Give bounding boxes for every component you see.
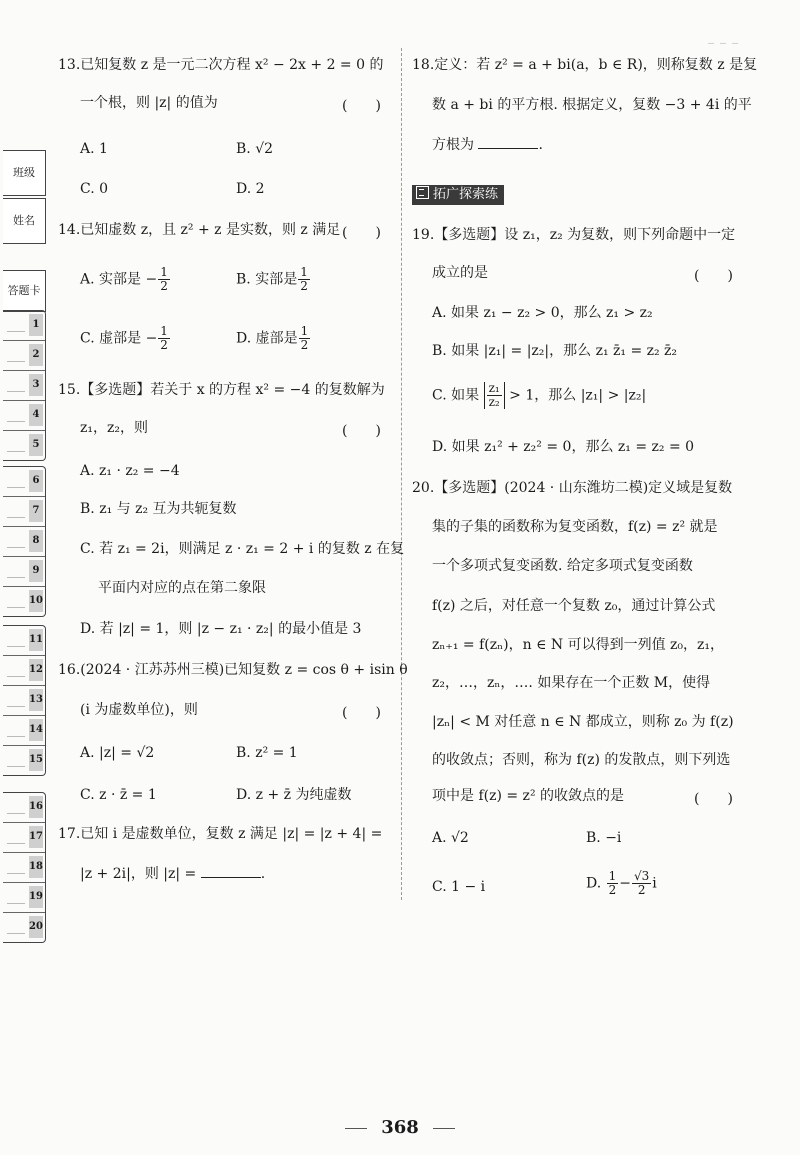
answer-number: 3 <box>29 374 43 396</box>
q16-stem-line1: 16.(2024 · 江苏苏州三模)已知复数 z = cos θ + isin θ <box>58 662 408 678</box>
q20-answer-paren[interactable]: ( ) <box>694 791 733 807</box>
column-divider <box>401 48 402 900</box>
answer-number: 6 <box>29 470 43 492</box>
frac-numerator: 1 <box>160 324 168 338</box>
name-label-text: 姓名 <box>13 214 35 227</box>
q18-answer-blank[interactable] <box>478 136 538 149</box>
answer-number: 5 <box>29 434 43 456</box>
q14-stem-line1: 14.已知虚数 z，且 z² + z 是实数，则 z 满足 <box>58 222 341 238</box>
book-icon <box>416 186 429 199</box>
answer-number: 16 <box>29 796 43 818</box>
frac-denominator: 2 <box>160 279 168 293</box>
q19-stem-line2: 成立的是 <box>432 265 488 281</box>
q18-stem-line3-text: 方根为 <box>432 137 474 153</box>
q14-option-c-text: C. 虚部是 − <box>80 330 158 347</box>
frac-numerator: 1 <box>300 324 309 338</box>
fraction-one-half <box>158 325 170 352</box>
frac-numerator: 1 <box>608 869 617 883</box>
q15-option-c-line1[interactable]: C. 若 z₁ = 2i，则满足 z · z₁ = 2 + i 的复数 z 在复 <box>80 541 405 557</box>
corner-scan-mark: — — — <box>708 38 739 49</box>
q16-option-a[interactable]: A. |z| = √2 <box>80 745 155 761</box>
answer-cell[interactable] <box>3 912 45 942</box>
q18-stem-line1: 18.定义：若 z² = a + bi(a，b ∈ R)，则称复数 z 是复 <box>412 57 758 73</box>
q20-stem-line5: zₙ₊₁ = f(zₙ)，n ∈ N 可以得到一列值 z₀，z₁， <box>432 637 725 653</box>
q20-option-d-prefix: D. <box>586 875 602 892</box>
answer-number: 14 <box>29 719 43 741</box>
frac-denominator: 2 <box>637 883 646 897</box>
answer-cell[interactable] <box>3 685 45 715</box>
q18-stem-line2: 数 a + bi 的平方根. 根据定义，复数 −3 + 4i 的平 <box>432 97 752 113</box>
answer-card-title-text: 答题卡 <box>7 284 41 297</box>
frac-denominator: 2 <box>608 883 617 897</box>
q17-period: . <box>260 866 266 882</box>
q19-option-c[interactable] <box>432 382 646 409</box>
answer-group-11-15 <box>3 625 46 776</box>
q15-answer-paren[interactable]: ( ) <box>342 423 381 439</box>
frac-numerator: 1 <box>300 265 308 279</box>
answer-cell[interactable] <box>3 626 45 655</box>
page-number-text: 368 <box>381 1117 419 1138</box>
answer-number: 2 <box>29 344 43 366</box>
q15-option-d[interactable]: D. 若 |z| = 1，则 |z − z₁ · z₂| 的最小值是 3 <box>80 621 362 637</box>
q20-stem-line1: 20.【多选题】(2024 · 山东潍坊二模)定义域是复数 <box>412 480 733 496</box>
fraction-one-half <box>299 325 311 352</box>
q16-option-d[interactable]: D. z + z̄ 为纯虚数 <box>236 787 352 803</box>
answer-number: 18 <box>29 856 43 878</box>
answer-cell[interactable] <box>3 526 45 556</box>
frac-numerator: 1 <box>160 265 168 279</box>
q14-option-b[interactable] <box>236 266 311 293</box>
fraction-one-half <box>607 870 619 897</box>
q19-stem-line1: 19.【多选题】设 z₁，z₂ 为复数，则下列命题中一定 <box>412 227 736 243</box>
q13-option-a[interactable]: A. 1 <box>80 141 108 157</box>
answer-cell[interactable] <box>3 745 45 775</box>
q20-option-c[interactable]: C. 1 − i <box>432 879 486 895</box>
frac-denominator: 2 <box>300 279 308 293</box>
q15-option-c-line2: 平面内对应的点在第二象限 <box>98 580 266 596</box>
q13-stem-line2: 一个根，则 |z| 的值为 <box>80 95 218 111</box>
answer-cell[interactable] <box>3 556 45 586</box>
q20-option-b[interactable]: B. −i <box>586 830 622 846</box>
q19-option-a[interactable]: A. 如果 z₁ − z₂ > 0，那么 z₁ > z₂ <box>432 305 653 321</box>
fraction-one-half <box>298 266 310 293</box>
answer-cell[interactable] <box>3 655 45 685</box>
q16-option-b[interactable]: B. z² = 1 <box>236 745 298 761</box>
answer-cell[interactable] <box>3 852 45 882</box>
answer-cell[interactable] <box>3 496 45 526</box>
answer-number: 19 <box>29 886 43 908</box>
answer-number: 12 <box>29 659 43 681</box>
answer-number: 13 <box>29 689 43 711</box>
fraction-sqrt3-over-2 <box>632 870 651 897</box>
name-label <box>3 198 46 244</box>
q19-option-d[interactable]: D. 如果 z₁² + z₂² = 0，那么 z₁ = z₂ = 0 <box>432 439 695 455</box>
q14-option-a[interactable] <box>80 266 171 293</box>
answer-cell[interactable] <box>3 400 45 430</box>
frac-denominator: 2 <box>300 338 309 352</box>
q14-option-b-text: B. 实部是 <box>236 271 298 288</box>
answer-cell[interactable] <box>3 882 45 912</box>
answer-number: 11 <box>29 629 43 651</box>
q19-option-c-prefix: C. 如果 <box>432 387 480 404</box>
section-title-tag <box>412 185 504 205</box>
q14-option-c[interactable] <box>80 325 171 352</box>
q20-stem-line6: z₂，…，zₙ，…. 如果存在一个正数 M，使得 <box>432 675 711 691</box>
answer-cell[interactable] <box>3 822 45 852</box>
answer-card-title <box>3 270 46 312</box>
q17-stem-line2-text: |z + 2i|，则 |z| = <box>80 866 197 882</box>
minus-sign: − <box>619 875 632 892</box>
abs-bars <box>484 382 505 409</box>
q17-stem-line2 <box>80 864 265 884</box>
answer-cell[interactable] <box>3 370 45 400</box>
answer-number: 20 <box>29 916 43 938</box>
imaginary-unit: i <box>652 875 657 892</box>
answer-cell[interactable] <box>3 586 45 616</box>
q17-stem-line1: 17.已知 i 是虚数单位，复数 z 满足 |z| = |z + 4| = <box>58 826 383 842</box>
answer-group-1-5 <box>3 310 46 461</box>
answer-number: 4 <box>29 404 43 426</box>
class-label <box>3 150 46 196</box>
q14-option-a-text: A. 实部是 − <box>80 271 158 288</box>
q19-option-c-suffix: > 1，那么 |z₁| > |z₂| <box>509 387 647 404</box>
answer-number: 9 <box>29 560 43 582</box>
frac-numerator: z₁ <box>488 381 500 395</box>
answer-cell[interactable] <box>3 311 45 340</box>
q13-answer-paren[interactable]: ( ) <box>342 98 381 114</box>
answer-number: 17 <box>29 826 43 848</box>
q18-period: . <box>538 137 543 153</box>
fraction-one-half <box>158 266 170 293</box>
q15-stem-line2: z₁，z₂，则 <box>80 420 148 436</box>
q20-option-d[interactable] <box>586 870 657 897</box>
q20-stem-line9: 项中是 f(z) = z² 的收敛点的是 <box>432 788 625 804</box>
q13-stem-line1: 13.已知复数 z 是一元二次方程 x² − 2x + 2 = 0 的 <box>58 57 384 73</box>
answer-cell[interactable] <box>3 793 45 822</box>
answer-cell[interactable] <box>3 340 45 370</box>
page-number <box>0 1117 800 1138</box>
answer-number: 1 <box>29 314 43 336</box>
q15-stem-line1: 15.【多选题】若关于 x 的方程 x² = −4 的复数解为 <box>58 382 385 398</box>
q15-option-b[interactable]: B. z₁ 与 z₂ 互为共轭复数 <box>80 501 237 517</box>
q20-stem-line7: |zₙ| < M 对任意 n ∈ N 都成立，则称 z₀ 为 f(z) <box>432 714 734 730</box>
frac-denominator: 2 <box>160 338 168 352</box>
answer-number: 10 <box>29 590 43 612</box>
answer-group-16-20 <box>3 792 46 943</box>
answer-cell[interactable] <box>3 715 45 745</box>
q20-stem-line2: 集的子集的函数称为复变函数，f(z) = z² 就是 <box>432 519 718 535</box>
q19-answer-paren[interactable]: ( ) <box>694 268 733 284</box>
fraction-z1-over-z2 <box>487 382 502 409</box>
q20-stem-line8: 的收敛点；否则，称为 f(z) 的发散点，则下列选 <box>432 752 731 768</box>
answer-cell[interactable] <box>3 467 45 496</box>
answer-cell[interactable] <box>3 430 45 460</box>
q15-option-a[interactable]: A. z₁ · z₂ = −4 <box>80 463 180 479</box>
frac-numerator: √3 <box>634 869 650 883</box>
frac-denominator: z₂ <box>488 395 500 409</box>
q17-answer-blank[interactable] <box>201 865 261 878</box>
q16-answer-paren[interactable]: ( ) <box>342 705 381 721</box>
answer-number: 7 <box>29 500 43 522</box>
class-label-text: 班级 <box>13 166 35 179</box>
q13-option-c[interactable]: C. 0 <box>80 181 109 197</box>
section-title-text: 拓广探索练 <box>433 187 499 202</box>
q16-stem-line2: (i 为虚数单位)，则 <box>80 702 198 718</box>
answer-group-6-10 <box>3 466 46 617</box>
q13-option-d[interactable]: D. 2 <box>236 181 265 197</box>
q13-option-b[interactable]: B. √2 <box>236 141 274 157</box>
q19-option-b[interactable]: B. 如果 |z₁| = |z₂|，那么 z₁ z̄₁ = z₂ z̄₂ <box>432 343 678 359</box>
answer-number: 8 <box>29 530 43 552</box>
q14-answer-paren[interactable]: ( ) <box>342 225 381 241</box>
q20-option-a[interactable]: A. √2 <box>432 830 469 846</box>
q20-stem-line4: f(z) 之后，对任意一个复数 z₀，通过计算公式 <box>432 598 716 614</box>
q14-option-d[interactable] <box>236 325 311 352</box>
answer-number: 15 <box>29 749 43 771</box>
q20-stem-line3: 一个多项式复变函数. 给定多项式复变函数 <box>432 558 693 574</box>
q16-option-c[interactable]: C. z · z̄ = 1 <box>80 787 157 803</box>
q14-option-d-text: D. 虚部是 <box>236 330 298 347</box>
q18-stem-line3 <box>432 135 543 155</box>
